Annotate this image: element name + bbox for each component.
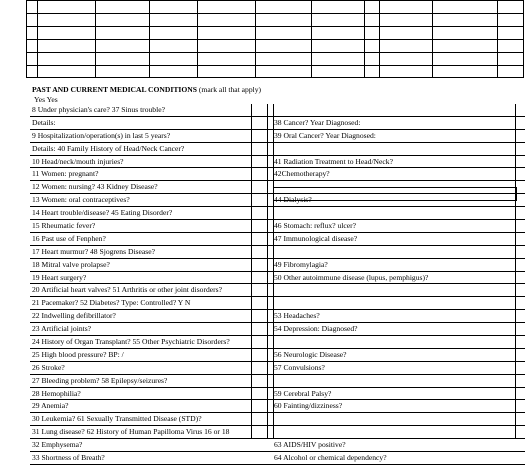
condition-row xyxy=(30,259,525,272)
condition-label-right: 44 Dialysis? xyxy=(274,195,312,205)
condition-row xyxy=(30,413,525,426)
condition-label-right: 57 Convulsions? xyxy=(274,362,325,372)
condition-label-left: 23 Artificial joints? xyxy=(32,324,92,334)
condition-label-left: 14 Heart trouble/disease? 45 Eating Disorder? xyxy=(32,208,173,218)
condition-label-left: 32 Emphysema? xyxy=(32,440,83,450)
grid-line xyxy=(27,77,523,78)
condition-row xyxy=(30,336,525,349)
condition-row xyxy=(30,233,525,246)
condition-row xyxy=(30,156,525,169)
grid-line xyxy=(364,0,365,78)
condition-label-left: 10 Head/neck/mouth injuries? xyxy=(32,156,124,166)
grid-line xyxy=(311,0,312,78)
condition-label-left: 16 Past use of Fenphen? xyxy=(32,233,106,243)
condition-label-right: 46 Stomach: reflux? ulcer? xyxy=(274,221,357,231)
condition-label-left: 22 Indwelling defibrillator? xyxy=(32,311,116,321)
condition-row xyxy=(30,297,525,310)
condition-row xyxy=(30,117,525,130)
condition-row xyxy=(30,143,525,156)
column-divider xyxy=(267,104,268,438)
condition-row xyxy=(30,349,525,362)
condition-label-left: 28 Hemophilia? xyxy=(32,388,81,398)
column-divider xyxy=(515,104,516,438)
condition-row xyxy=(30,323,525,336)
condition-label-left: 25 High blood pressure? BP: / xyxy=(32,349,124,359)
condition-row xyxy=(30,362,525,375)
grid-line xyxy=(27,65,523,66)
condition-label-left: 13 Women: oral contraceptives? xyxy=(32,195,130,205)
condition-label-left: 11 Women: pregnant? xyxy=(32,169,99,179)
grid-line xyxy=(379,0,380,78)
section-heading xyxy=(32,85,261,94)
grid-line xyxy=(27,26,523,27)
grid-line xyxy=(255,0,256,78)
condition-row xyxy=(30,104,525,117)
condition-label-left: 9 Hospitalization/operation(s) in last 5 years? xyxy=(32,130,171,140)
condition-row xyxy=(30,375,525,388)
grid-line xyxy=(432,0,433,78)
column-divider xyxy=(273,104,274,438)
condition-label-right: 38 Cancer? Year Diagnosed: xyxy=(274,117,361,127)
condition-label-right: 41 Radiation Treatment to Head/Neck? xyxy=(274,156,393,166)
grid-line xyxy=(497,0,498,78)
condition-label-left: 31 Lung disease? 62 History of Human Papilloma Virus 16 or 18 xyxy=(32,427,230,437)
condition-row xyxy=(30,272,525,285)
condition-row xyxy=(30,439,525,452)
grid-line xyxy=(27,0,523,1)
condition-row xyxy=(30,246,525,259)
condition-label-right: 60 Fainting/dizziness? xyxy=(274,401,343,411)
condition-label-left: 20 Artificial heart valves? 51 Arthritis or other joint disorders? xyxy=(32,285,223,295)
condition-label-left: 17 Heart murmur? 48 Sjogrens Disease? xyxy=(32,246,155,256)
condition-row xyxy=(30,426,525,439)
condition-label-left: Details: xyxy=(32,117,56,127)
condition-label-right: 49 Fibromylagia? xyxy=(274,259,328,269)
highlighted-answer-box[interactable] xyxy=(273,187,517,201)
section-heading-title: PAST AND CURRENT MEDICAL CONDITIONS xyxy=(32,85,197,94)
condition-label-right: 54 Depression: Diagnosed? xyxy=(274,324,358,334)
grid-line xyxy=(37,0,38,78)
condition-row xyxy=(30,400,525,413)
condition-label-left: Details: 40 Family History of Head/Neck Cancer? xyxy=(32,143,185,153)
condition-label-left: 26 Stroke? xyxy=(32,362,65,372)
condition-label-left: 19 Heart surgery? xyxy=(32,272,87,282)
column-divider xyxy=(251,104,252,438)
condition-label-left: 18 Mitral valve prolapse? xyxy=(32,259,110,269)
condition-label-right: 42Chemotherapy? xyxy=(274,169,330,179)
condition-label-right: 63 AIDS/HIV positive? xyxy=(274,440,346,450)
condition-label-right: 39 Oral Cancer? Year Diagnosed: xyxy=(274,130,376,140)
condition-label-left: 8 Under physician's care? 37 Sinus trouble? xyxy=(32,105,165,114)
condition-row xyxy=(30,284,525,297)
condition-row xyxy=(30,388,525,401)
condition-label-right: 53 Headaches? xyxy=(274,311,320,321)
condition-row xyxy=(30,310,525,323)
condition-label-left: 29 Anemia? xyxy=(32,401,69,411)
grid-line xyxy=(27,39,523,40)
grid-line xyxy=(27,52,523,53)
condition-row xyxy=(30,207,525,220)
condition-label-right: 64 Alcohol or chemical dependency? xyxy=(274,453,387,463)
condition-label-left: 21 Pacemaker? 52 Diabetes? Type: Controlled? Y N xyxy=(32,298,191,308)
grid-line xyxy=(149,0,150,78)
condition-label-right: 56 Neurologic Disease? xyxy=(274,349,347,359)
condition-label-right: 59 Cerebral Palsy? xyxy=(274,388,332,398)
condition-label-left: 27 Bleeding problem? 58 Epilepsy/seizures? xyxy=(32,375,168,385)
condition-row xyxy=(30,130,525,143)
condition-label-left: 33 Shortness of Breath? xyxy=(32,453,105,463)
grid-line xyxy=(197,0,198,78)
history-table-grid xyxy=(26,0,524,78)
condition-row xyxy=(30,452,525,465)
condition-label-right: 47 Immunological disease? xyxy=(274,233,358,243)
yes-column-labels: Yes Yes xyxy=(34,95,58,104)
condition-label-right: 50 Other autoimmune disease (lupus, pemphigus)? xyxy=(274,272,429,282)
section-heading-note: (mark all that apply) xyxy=(196,85,262,94)
conditions-list xyxy=(30,104,525,465)
grid-line xyxy=(27,13,523,14)
condition-label-left: 24 History of Organ Transplant? 55 Other Psychiatric Disorders? xyxy=(32,337,230,347)
condition-label-left: 15 Rheumatic fever? xyxy=(32,221,96,231)
condition-row xyxy=(30,168,525,181)
grid-line xyxy=(95,0,96,78)
condition-label-left: 30 Leukemia? 61 Sexually Transmitted Disease (STD)? xyxy=(32,414,202,424)
condition-label-left: 12 Women: nursing? 43 Kidney Disease? xyxy=(32,182,158,192)
condition-row xyxy=(30,220,525,233)
